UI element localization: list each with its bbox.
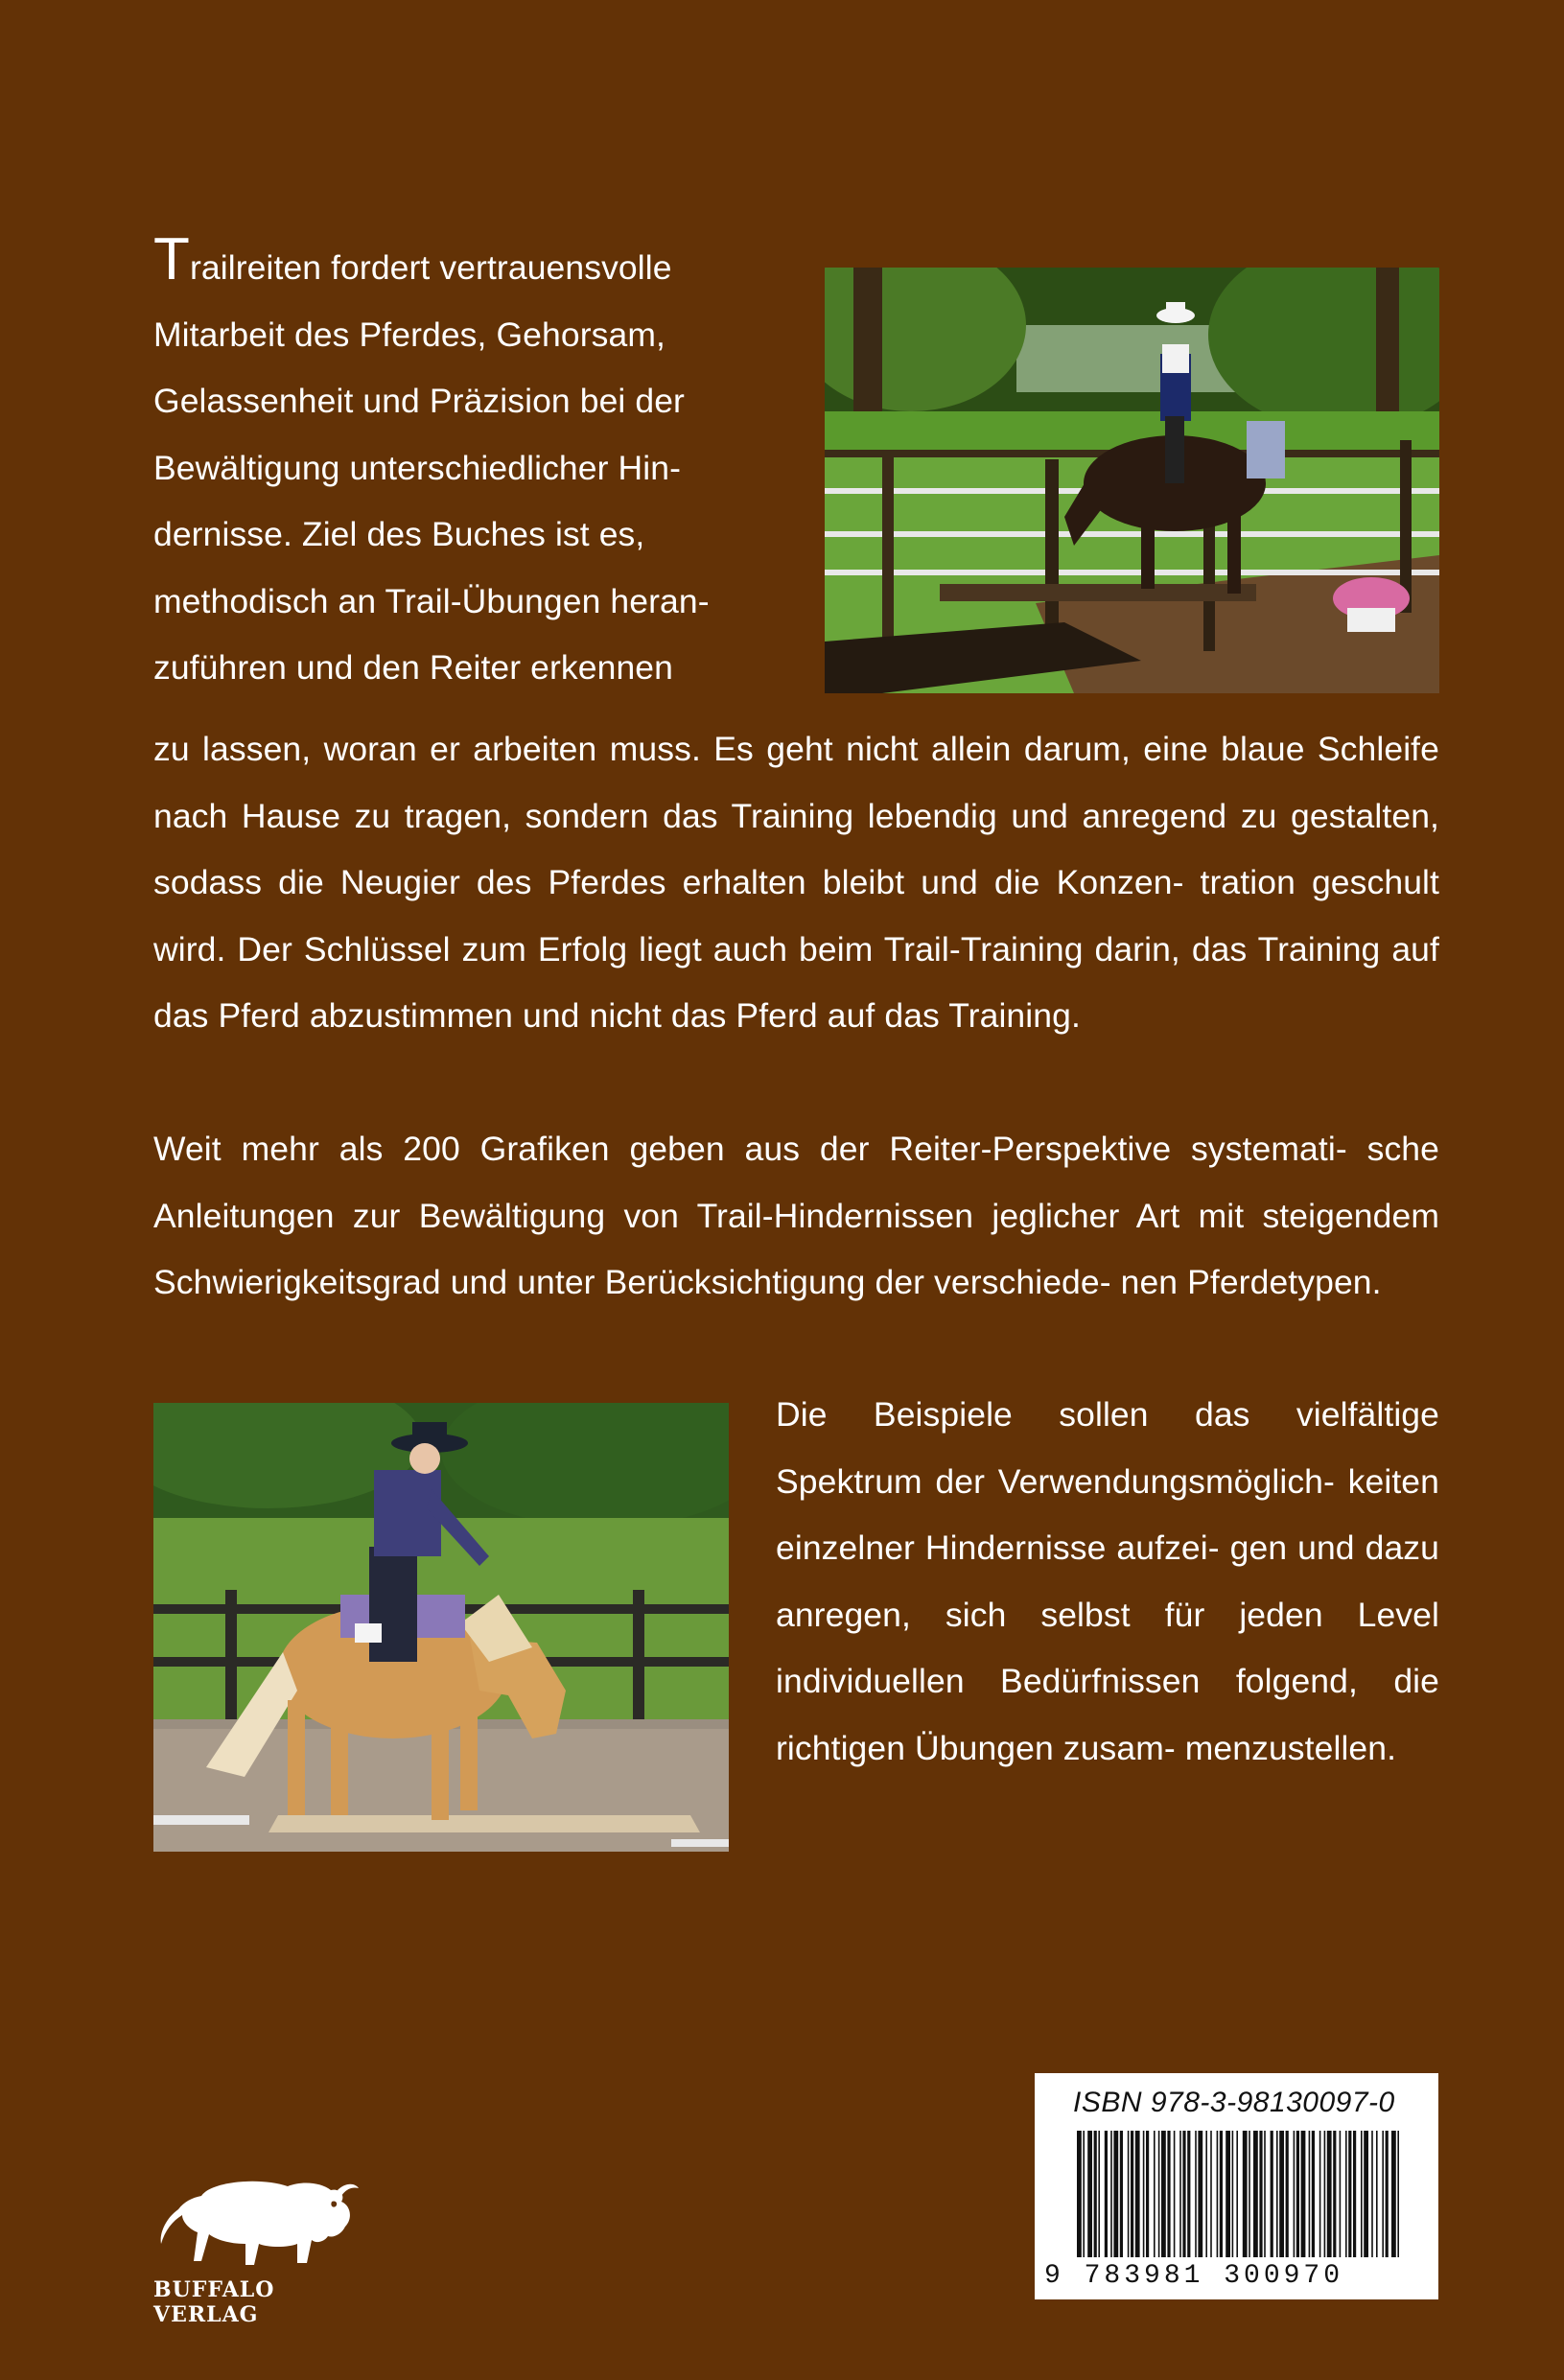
- intro-line-6: methodisch an Trail-Übungen heran-: [153, 581, 710, 620]
- barcode-bar: [1210, 2131, 1212, 2257]
- barcode-bar: [1179, 2131, 1181, 2257]
- intro-line-4: Bewältigung unterschiedlicher Hin-: [153, 448, 681, 487]
- barcode-bar: [1259, 2131, 1262, 2257]
- intro-line-2: Mitarbeit des Pferdes, Gehorsam,: [153, 315, 665, 354]
- barcode-bar: [1154, 2131, 1155, 2257]
- barcode-bar: [1271, 2131, 1273, 2257]
- barcode-bar: [1319, 2131, 1321, 2257]
- barcode-digits: 9 783981 300970: [1044, 2261, 1344, 2291]
- barcode-bar: [1397, 2131, 1399, 2257]
- barcode-bar: [1143, 2131, 1145, 2257]
- barcode-bar: [1312, 2131, 1315, 2257]
- barcode-bar: [1236, 2131, 1238, 2257]
- paragraph-1-continuation: zu lassen, woran er arbeiten muss. Es geht nicht allein darum, eine blaue Schleife nach Hause zu tragen, sondern das Training lebendig und anregend zu gestalten, sodass die Neugier des Pferdes erhalten bleibt und die Konzen- tration geschult wird. Der Schlüssel zum Erfolg liegt auch beim Trail-Training darin, das Training auf das Pferd abzustimmen und nicht das Pferd auf das Training.: [153, 730, 1439, 1035]
- barcode-bar: [1376, 2131, 1378, 2257]
- drop-cap: T: [153, 226, 190, 292]
- intro-line-1: Trailreiten fordert vertrauensvolle: [153, 226, 672, 292]
- intro-text: [153, 226, 779, 702]
- barcode-bar: [1361, 2131, 1363, 2257]
- barcode-bar: [1174, 2131, 1176, 2257]
- barcode-bar: [1226, 2131, 1230, 2257]
- barcode-bar: [1195, 2131, 1197, 2257]
- barcode-bar: [1340, 2131, 1342, 2257]
- barcode-bar: [1348, 2131, 1351, 2257]
- barcode-bar: [1110, 2131, 1112, 2257]
- barcode-bar: [1232, 2131, 1234, 2257]
- barcode-bar: [1128, 2131, 1130, 2257]
- barcode-bar: [1294, 2131, 1296, 2257]
- barcode-bar: [1249, 2131, 1250, 2257]
- barcode-bar: [1087, 2131, 1092, 2257]
- barcode-bar: [1217, 2131, 1219, 2257]
- barcode: [1077, 2131, 1403, 2257]
- barcode-bar: [1105, 2131, 1108, 2257]
- barcode-bar: [1253, 2131, 1258, 2257]
- barcode-bar: [1371, 2131, 1373, 2257]
- barcode-bar: [1131, 2131, 1133, 2257]
- barcode-bar: [1301, 2131, 1306, 2257]
- barcode-bar: [1158, 2131, 1160, 2257]
- barcode-bar: [1161, 2131, 1166, 2257]
- barcode-bar: [1276, 2131, 1278, 2257]
- barcode-bar: [1167, 2131, 1170, 2257]
- barcode-bar: [1324, 2131, 1326, 2257]
- barcode-bar: [1135, 2131, 1140, 2257]
- barcode-bar: [1345, 2131, 1347, 2257]
- barcode-bar: [1083, 2131, 1085, 2257]
- barcode-bar: [1391, 2131, 1396, 2257]
- publisher-logo: [153, 2177, 384, 2327]
- paragraph-3: Die Beispiele sollen das vielfältige Spektrum der Verwendungsmöglich- keiten einzelner Hindernisse aufzei- gen und dazu anregen, sich selbst für jeden Level individuellen Bedürfnissen folgend, die richtigen Übungen zusam- menzustellen.: [776, 1395, 1439, 1767]
- barcode-bar: [1243, 2131, 1248, 2257]
- haflinger-rider-photo: [153, 1403, 729, 1852]
- barcode-bar: [1120, 2131, 1123, 2257]
- isbn-label: ISBN 978-3-98130097-0: [1073, 2087, 1395, 2118]
- barcode-bar: [1113, 2131, 1118, 2257]
- paragraph-2: Weit mehr als 200 Grafiken geben aus der Reiter-Perspektive systemati- sche Anleitungen zur Bewältigung von Trail-Hindernissen jeglicher Art mit steigendem Schwierigkeitsgrad und unter Berücksichtigung der verschiede- nen Pferdetypen.: [153, 1130, 1439, 1301]
- barcode-bar: [1364, 2131, 1368, 2257]
- barcode-bar: [1094, 2131, 1097, 2257]
- barcode-bar: [1386, 2131, 1389, 2257]
- intro-line-5: dernisse. Ziel des Buches ist es,: [153, 515, 645, 553]
- barcode-bar: [1333, 2131, 1336, 2257]
- barcode-bar: [1077, 2131, 1082, 2257]
- barcode-bar: [1264, 2131, 1266, 2257]
- barcode-bar: [1382, 2131, 1384, 2257]
- buffalo-icon: [153, 2177, 384, 2277]
- barcode-bar: [1353, 2131, 1356, 2257]
- barcode-bar: [1309, 2131, 1311, 2257]
- barcode-bar: [1327, 2131, 1332, 2257]
- barcode-bar: [1182, 2131, 1185, 2257]
- intro-line-7: zuführen und den Reiter erkennen: [153, 648, 673, 687]
- barcode-bar: [1296, 2131, 1299, 2257]
- trail-bridge-photo: [825, 268, 1439, 693]
- barcode-bar: [1198, 2131, 1202, 2257]
- isbn-barcode-block: [1035, 2073, 1438, 2299]
- barcode-bar: [1220, 2131, 1223, 2257]
- barcode-bar: [1286, 2131, 1289, 2257]
- intro-line-3: Gelassenheit und Präzision bei der: [153, 382, 685, 420]
- barcode-bar: [1187, 2131, 1190, 2257]
- barcode-bar: [1279, 2131, 1284, 2257]
- publisher-name: BUFFALO VERLAG: [153, 2277, 275, 2327]
- barcode-bar: [1146, 2131, 1149, 2257]
- barcode-bar: [1098, 2131, 1100, 2257]
- barcode-bar: [1205, 2131, 1207, 2257]
